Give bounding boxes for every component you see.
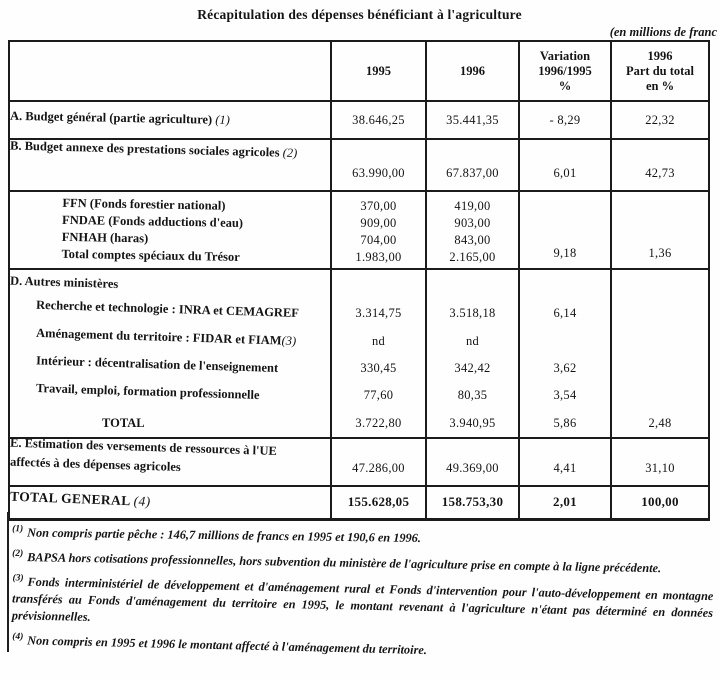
- interieur-label: Intérieur : décentralisation de l'enseignement: [35, 353, 279, 375]
- footnote-4-text: Non compris en 1995 et 1996 le montant affecté à l'aménagement du territoire.: [27, 633, 428, 657]
- total-ministeres-label: TOTAL: [102, 415, 145, 430]
- recherche-variation: 6,14: [553, 305, 577, 320]
- total-general-label-cell: [9, 486, 331, 519]
- amenagement-variation: [520, 328, 610, 355]
- footnote-1: [12, 521, 713, 551]
- table-header-row: [9, 41, 709, 101]
- footnotes-section: [11, 523, 714, 666]
- comptes-speciaux-1996: [426, 191, 519, 269]
- ffn-label: FFN (Fonds forestier national): [62, 195, 226, 213]
- footnote-1-text: Non compris partie pêche : 146,7 millions de francs en 1995 et 190,6 en 1996.: [27, 525, 422, 545]
- row-budget-general: [9, 101, 709, 139]
- interieur-variation: 3,62: [553, 361, 577, 375]
- comptes-speciaux-part-cell: [611, 191, 709, 269]
- autres-ministeres-labels: [9, 269, 331, 438]
- recherche-1995: 3.314,75: [355, 305, 402, 320]
- versements-ue-label-cell: [9, 435, 331, 486]
- versements-ue-variation: 4,41: [519, 438, 611, 486]
- budget-annexe-variation: 6,01: [519, 139, 611, 191]
- total-general-1995: 155.628,05: [331, 486, 426, 519]
- footnote-3-text: Fonds interministériel de développement et d'aménagement rural et Fonds d'intervention pour l'auto-développement en montagne transférés au Fonds d'aménagement du territoire en 1995, le montant revenant à l'agriculture n'étant pas déterminé en données prévisionnelles.: [11, 574, 714, 624]
- budget-general-1996: 35.441,35: [426, 101, 519, 139]
- total-general-label: TOTAL GENERAL: [9, 488, 131, 509]
- budget-general-part: 22,32: [611, 101, 709, 139]
- comptes-speciaux-1995: [331, 191, 426, 269]
- fndae-1995: 909,00: [360, 216, 397, 230]
- total-comptes-part: 1,36: [648, 246, 672, 260]
- travail-1996: 80,35: [457, 388, 488, 402]
- budget-annexe-label: B. Budget annexe des prestations sociales agricoles: [9, 138, 280, 160]
- unit-note: (en millions de franc: [609, 25, 717, 39]
- travail-1995: 77,60: [363, 388, 394, 402]
- comptes-speciaux-variation-cell: [519, 191, 611, 269]
- budget-annexe-label-cell: [9, 139, 331, 191]
- header-blank-cell: [9, 41, 331, 101]
- autres-ministeres-part: [611, 269, 709, 438]
- footnote-ref-3: (3): [281, 333, 297, 348]
- column-header-1996: 1996: [426, 41, 519, 101]
- interieur-1995: 330,45: [360, 361, 397, 375]
- autres-ministeres-1995: [331, 269, 426, 438]
- page-title: Récapitulation des dépenses bénéficiant à l'agriculture: [197, 7, 522, 22]
- fnhah-1995: 704,00: [360, 233, 397, 247]
- footnote-ref-4: (4): [133, 493, 151, 510]
- fnhah-1996: 843,00: [454, 233, 491, 247]
- budget-annexe-part: 42,73: [611, 139, 709, 191]
- versements-ue-1996: 49.369,00: [426, 438, 519, 486]
- budget-general-1995: 38.646,25: [331, 101, 426, 139]
- autres-ministeres-variation: [519, 269, 611, 438]
- total-general-part: 100,00: [611, 486, 709, 519]
- row-total-general: [9, 486, 709, 519]
- fndae-1996: 903,00: [454, 216, 491, 230]
- recherche-1996: 3.518,18: [449, 305, 496, 320]
- footnote-1-marker: (1): [12, 523, 24, 534]
- row-comptes-speciaux: [9, 191, 709, 269]
- footnote-2-text: BAPSA hors cotisations professionnelles, hors subvention du ministère de l'agriculture prise en compte à la ligne précédente.: [27, 549, 662, 575]
- fnhah-label: FNHAH (haras): [61, 229, 149, 246]
- part-line1: 1996: [647, 48, 673, 63]
- autres-ministeres-header: D. Autres ministères: [9, 273, 119, 291]
- versements-ue-label-line1: E. Estimation des versements de ressources à l'UE: [9, 435, 278, 458]
- total-ministeres-variation: 5,86: [553, 415, 577, 430]
- recherche-label: Recherche et technologie : INRA et CEMAGREF: [35, 297, 300, 320]
- versements-ue-1995: 47.286,00: [331, 438, 426, 486]
- budget-annexe-1995: 63.990,00: [331, 139, 426, 191]
- ffn-1995: 370,00: [360, 199, 397, 213]
- variation-line3: %: [558, 78, 572, 93]
- autres-ministeres-1996: [426, 269, 519, 438]
- part-line2: Part du total: [625, 63, 695, 78]
- expenses-table: [8, 40, 710, 521]
- budget-annexe-1996: 67.837,00: [426, 139, 519, 191]
- footnote-3: [12, 570, 714, 639]
- row-autres-ministeres: [9, 269, 709, 438]
- footnote-2-marker: (2): [12, 548, 24, 559]
- column-header-variation: [519, 41, 611, 101]
- variation-line2: 1996/1995: [538, 63, 592, 78]
- footnote-ref-2: (2): [282, 145, 298, 160]
- amenagement-1996: nd: [465, 334, 480, 348]
- budget-general-label-cell: [9, 101, 331, 139]
- total-comptes-1996: 2.165,00: [449, 250, 496, 264]
- travail-label: Travail, emploi, formation professionnelle: [35, 380, 260, 402]
- total-comptes-variation: 9,18: [553, 246, 577, 260]
- column-header-part-total: [611, 41, 709, 101]
- row-budget-annexe: [9, 139, 709, 191]
- travail-variation: 3,54: [553, 388, 577, 402]
- total-comptes-1995: 1.983,00: [355, 250, 402, 264]
- scan-page-edge-artifact: [7, 512, 9, 652]
- budget-general-variation: - 8,29: [519, 101, 611, 139]
- ffn-1996: 419,00: [454, 199, 491, 213]
- total-general-1996: 158.753,30: [426, 486, 519, 519]
- total-ministeres-1995: 3.722,80: [355, 415, 402, 430]
- budget-general-label: A. Budget général (partie agriculture): [9, 108, 213, 127]
- footnote-4-marker: (4): [12, 631, 24, 642]
- footnote-ref-1: (1): [215, 112, 231, 127]
- variation-line1: Variation: [539, 48, 591, 63]
- amenagement-label: Aménagement du territoire : FIDAR et FIAM: [35, 325, 282, 348]
- footnote-3-marker: (3): [12, 573, 24, 584]
- total-ministeres-1996: 3.940,95: [449, 415, 496, 430]
- comptes-speciaux-labels: [9, 191, 331, 269]
- total-comptes-label: Total comptes spéciaux du Trésor: [61, 246, 240, 264]
- row-versements-ue: [9, 438, 709, 486]
- versements-ue-label-line2: affectés à des dépenses agricoles: [9, 454, 182, 474]
- fndae-label: FNDAE (Fonds adductions d'eau): [62, 212, 244, 230]
- versements-ue-part: 31,10: [611, 438, 709, 486]
- amenagement-1995: nd: [371, 334, 386, 348]
- interieur-1996: 342,42: [454, 361, 491, 375]
- part-line3: en %: [645, 78, 675, 93]
- total-general-variation: 2,01: [519, 486, 611, 519]
- column-header-1995: 1995: [331, 41, 426, 101]
- total-ministeres-part: 2,48: [648, 415, 672, 430]
